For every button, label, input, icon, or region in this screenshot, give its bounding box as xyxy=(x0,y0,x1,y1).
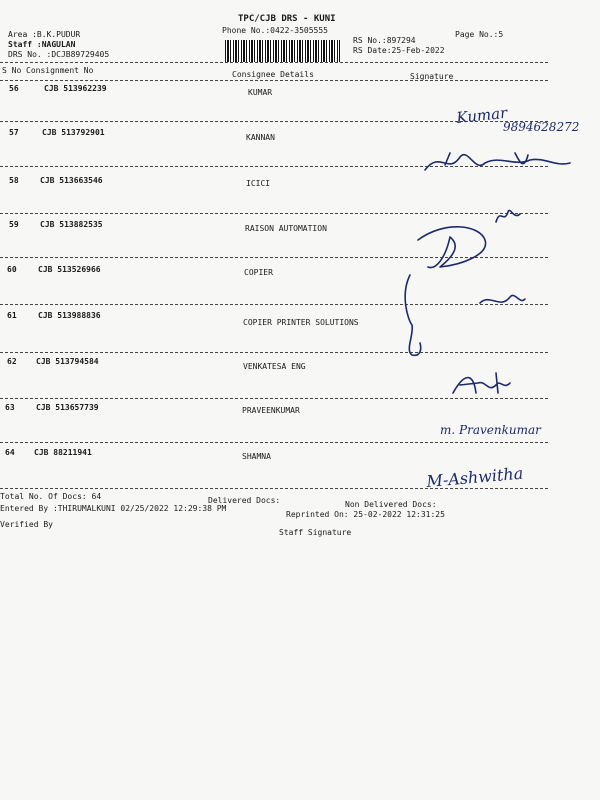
row-consignee: KUMAR xyxy=(248,88,273,97)
row-consignee: PRAVEENKUMAR xyxy=(242,406,300,415)
row-sno: 63 xyxy=(5,403,15,412)
phone-number: Phone No.:0422-3505555 xyxy=(222,26,328,35)
signature-shamna xyxy=(425,465,545,500)
drs-number: DRS No. :DCJB89729405 xyxy=(8,50,110,59)
total-docs: Total No. Of Docs: 64 xyxy=(0,492,102,501)
row-sno: 58 xyxy=(9,176,19,185)
col-signature: Signature xyxy=(410,72,454,81)
barcode xyxy=(225,40,340,62)
signature-text: M-Ashwitha xyxy=(425,463,524,491)
row-sno: 57 xyxy=(9,128,19,137)
signature-kumar xyxy=(455,105,585,140)
row-consignee: ICICI xyxy=(246,179,271,188)
row-consignee: RAISON AUTOMATION xyxy=(245,224,327,233)
header-rule-top xyxy=(0,62,548,63)
row-divider xyxy=(0,213,548,214)
signature-praveenkumar xyxy=(438,414,568,444)
row-sno: 64 xyxy=(5,448,15,457)
rs-date: RS Date:25-Feb-2022 xyxy=(353,46,445,55)
col-sno: S No xyxy=(2,66,22,75)
row-sno: 61 xyxy=(7,311,17,320)
row-sno: 59 xyxy=(9,220,19,229)
company-title: TPC/CJB DRS - KUNI xyxy=(238,14,336,24)
row-consignment: CJB 513794584 xyxy=(36,357,99,366)
row-consignment: CJB 513657739 xyxy=(36,403,99,412)
row-sno: 56 xyxy=(9,84,19,93)
signature-text: m. Pravenkumar xyxy=(440,423,541,437)
non-delivered-docs: Non Delivered Docs: xyxy=(345,500,437,509)
row-consignment: CJB 513988836 xyxy=(38,311,101,320)
header-rule-bottom xyxy=(0,80,548,81)
row-sno: 62 xyxy=(7,357,17,366)
col-consignee: Consignee Details xyxy=(232,70,314,79)
row-consignment: CJB 513792901 xyxy=(42,128,105,137)
row-consignee: COPIER PRINTER SOLUTIONS xyxy=(243,318,359,327)
row-consignee: SHAMNA xyxy=(242,452,271,461)
entered-by: Entered By :THIRUMALKUNI 02/25/2022 12:29:38 PM xyxy=(0,504,227,513)
row-consignment: CJB 513526966 xyxy=(38,265,101,274)
page-number: Page No.:5 xyxy=(455,30,504,39)
area-label: Area :B.K.PUDUR xyxy=(8,30,81,39)
svg-text:Kumar: Kumar xyxy=(455,103,509,127)
row-consignment: CJB 88211941 xyxy=(34,448,92,457)
staff-signature: Staff Signature xyxy=(279,528,352,537)
row-consignee: COPIER xyxy=(244,268,273,277)
row-consignment: CJB 513962239 xyxy=(44,84,107,93)
rs-number: RS No.:897294 xyxy=(353,36,416,45)
signature-kannan xyxy=(420,145,580,180)
row-sno: 60 xyxy=(7,265,17,274)
staff-label: Staff :NAGULAN xyxy=(8,40,76,49)
signature-venkatesa xyxy=(448,365,518,400)
row-consignee: VENKATESA ENG xyxy=(243,362,306,371)
svg-text:9894628272: 9894628272 xyxy=(503,120,580,134)
reprinted-on: Reprinted On: 25-02-2022 12:31:25 xyxy=(286,510,445,519)
row-consignment: CJB 513882535 xyxy=(40,220,103,229)
row-consignee: KANNAN xyxy=(246,133,275,142)
signature-large-stroke xyxy=(400,215,530,365)
col-consignment: Consignment No xyxy=(26,66,94,75)
row-consignment: CJB 513663546 xyxy=(40,176,103,185)
delivered-docs: Delivered Docs: xyxy=(208,496,281,505)
verified-by: Verified By xyxy=(0,520,53,529)
